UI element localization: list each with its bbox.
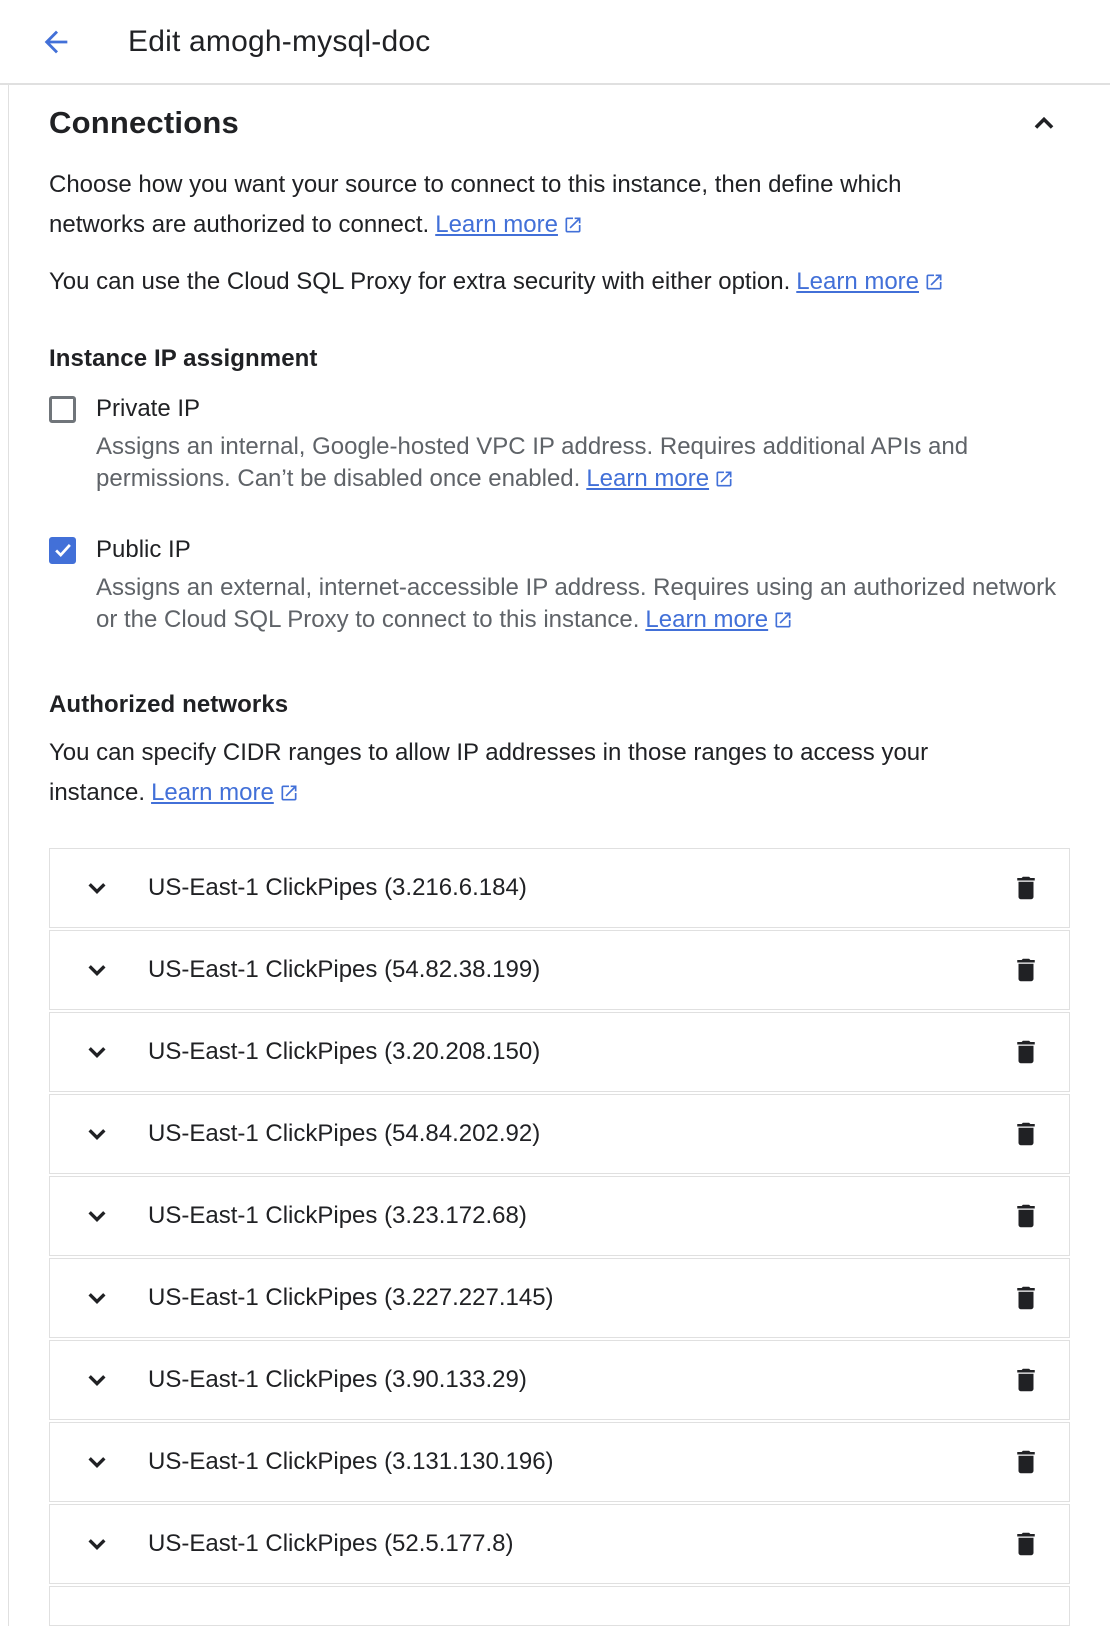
- trash-icon: [1011, 1037, 1041, 1067]
- connections-intro-text: Choose how you want your source to connect to this instance, then define which networks are authorized to connect. Learn more: [49, 165, 969, 248]
- delete-network-button[interactable]: [1011, 1119, 1041, 1149]
- collapse-section-button[interactable]: [1026, 105, 1062, 141]
- top-header: [0, 0, 1110, 85]
- expand-network-button[interactable]: [82, 1201, 112, 1231]
- network-row-label: US-East-1 ClickPipes (3.23.172.68): [148, 1202, 527, 1229]
- open-in-new-icon: [924, 265, 944, 305]
- delete-network-button[interactable]: [1011, 1037, 1041, 1067]
- network-row[interactable]: [49, 1422, 1070, 1502]
- network-row[interactable]: [49, 1094, 1070, 1174]
- delete-network-button[interactable]: [1011, 1447, 1041, 1477]
- expand-network-button[interactable]: [82, 1283, 112, 1313]
- network-row-label: US-East-1 ClickPipes (3.131.130.196): [148, 1448, 554, 1475]
- network-row-label: US-East-1 ClickPipes (52.5.177.8): [148, 1530, 514, 1557]
- chevron-down-icon: [82, 1365, 112, 1395]
- trash-icon: [1011, 1365, 1041, 1395]
- authorized-networks-description: You can specify CIDR ranges to allow IP addresses in those ranges to access your instance. Learn more: [49, 733, 984, 816]
- authorized-networks-heading: Authorized networks: [49, 691, 289, 718]
- chevron-down-icon: [82, 955, 112, 985]
- trash-icon: [1011, 873, 1041, 903]
- private-ip-description: Assigns an internal, Google-hosted VPC IP address. Requires additional APIs and permissions. Can’t be disabled once enabled. Learn more: [96, 431, 976, 498]
- network-row-label: US-East-1 ClickPipes (3.90.133.29): [148, 1366, 527, 1393]
- authorized-networks-learn-more-link[interactable]: Learn more: [151, 779, 299, 806]
- ip-assignment-heading: Instance IP assignment: [49, 345, 318, 372]
- proxy-note-text: You can use the Cloud SQL Proxy for extra security with either option. Learn more: [49, 262, 1059, 305]
- delete-network-button[interactable]: [1011, 873, 1041, 903]
- private-ip-option: [49, 395, 1070, 498]
- open-in-new-icon: [714, 466, 734, 498]
- intro2-learn-more-link[interactable]: Learn more: [796, 268, 944, 295]
- open-in-new-icon: [279, 776, 299, 816]
- open-in-new-icon: [563, 208, 583, 248]
- expand-network-button[interactable]: [82, 1119, 112, 1149]
- delete-network-button[interactable]: [1011, 1529, 1041, 1559]
- network-row[interactable]: [49, 1258, 1070, 1338]
- chevron-down-icon: [82, 1447, 112, 1477]
- trash-icon: [1011, 1283, 1041, 1313]
- chevron-down-icon: [82, 1037, 112, 1067]
- network-row[interactable]: [49, 1504, 1070, 1584]
- public-ip-learn-more-link[interactable]: Learn more: [645, 606, 793, 633]
- public-ip-label: Public IP: [96, 536, 191, 563]
- private-ip-label: Private IP: [96, 395, 201, 422]
- expand-network-button[interactable]: [82, 873, 112, 903]
- chevron-down-icon: [82, 1529, 112, 1559]
- network-row-partial[interactable]: [49, 1586, 1070, 1626]
- network-row-label: US-East-1 ClickPipes (3.227.227.145): [148, 1284, 554, 1311]
- expand-network-button[interactable]: [82, 1365, 112, 1395]
- private-ip-checkbox[interactable]: [49, 396, 76, 423]
- public-ip-description: Assigns an external, internet-accessible IP address. Requires using an authorized network or the Cloud SQL Proxy to connect to this instance. Learn more: [96, 572, 1066, 639]
- chevron-down-icon: [82, 873, 112, 903]
- checkmark-icon: [52, 539, 74, 561]
- delete-network-button[interactable]: [1011, 1365, 1041, 1395]
- network-row[interactable]: [49, 930, 1070, 1010]
- network-row-label: US-East-1 ClickPipes (3.216.6.184): [148, 874, 527, 901]
- chevron-up-icon: [1028, 107, 1060, 139]
- trash-icon: [1011, 1119, 1041, 1149]
- page-title: Edit amogh-mysql-doc: [128, 24, 431, 58]
- open-in-new-icon: [773, 607, 793, 639]
- public-ip-option: [49, 536, 1070, 639]
- network-row[interactable]: [49, 1340, 1070, 1420]
- back-button[interactable]: [38, 24, 74, 60]
- private-ip-learn-more-link[interactable]: Learn more: [586, 465, 734, 492]
- arrow-back-icon: [39, 25, 73, 59]
- network-row-label: US-East-1 ClickPipes (54.82.38.199): [148, 956, 541, 983]
- chevron-down-icon: [82, 1283, 112, 1313]
- network-row[interactable]: [49, 848, 1070, 928]
- network-row[interactable]: [49, 1012, 1070, 1092]
- delete-network-button[interactable]: [1011, 1201, 1041, 1231]
- chevron-down-icon: [82, 1201, 112, 1231]
- trash-icon: [1011, 955, 1041, 985]
- network-row[interactable]: [49, 1176, 1070, 1256]
- network-row-label: US-East-1 ClickPipes (54.84.202.92): [148, 1120, 541, 1147]
- expand-network-button[interactable]: [82, 1529, 112, 1559]
- chevron-down-icon: [82, 1119, 112, 1149]
- expand-network-button[interactable]: [82, 1447, 112, 1477]
- expand-network-button[interactable]: [82, 955, 112, 985]
- expand-network-button[interactable]: [82, 1037, 112, 1067]
- trash-icon: [1011, 1447, 1041, 1477]
- trash-icon: [1011, 1201, 1041, 1231]
- authorized-networks-list: [49, 848, 1070, 1584]
- connections-section-title: Connections: [49, 105, 239, 140]
- public-ip-checkbox[interactable]: [49, 537, 76, 564]
- connections-card: [8, 85, 1110, 1626]
- network-row-label: US-East-1 ClickPipes (3.20.208.150): [148, 1038, 541, 1065]
- delete-network-button[interactable]: [1011, 1283, 1041, 1313]
- delete-network-button[interactable]: [1011, 955, 1041, 985]
- trash-icon: [1011, 1529, 1041, 1559]
- intro1-learn-more-link[interactable]: Learn more: [435, 211, 583, 238]
